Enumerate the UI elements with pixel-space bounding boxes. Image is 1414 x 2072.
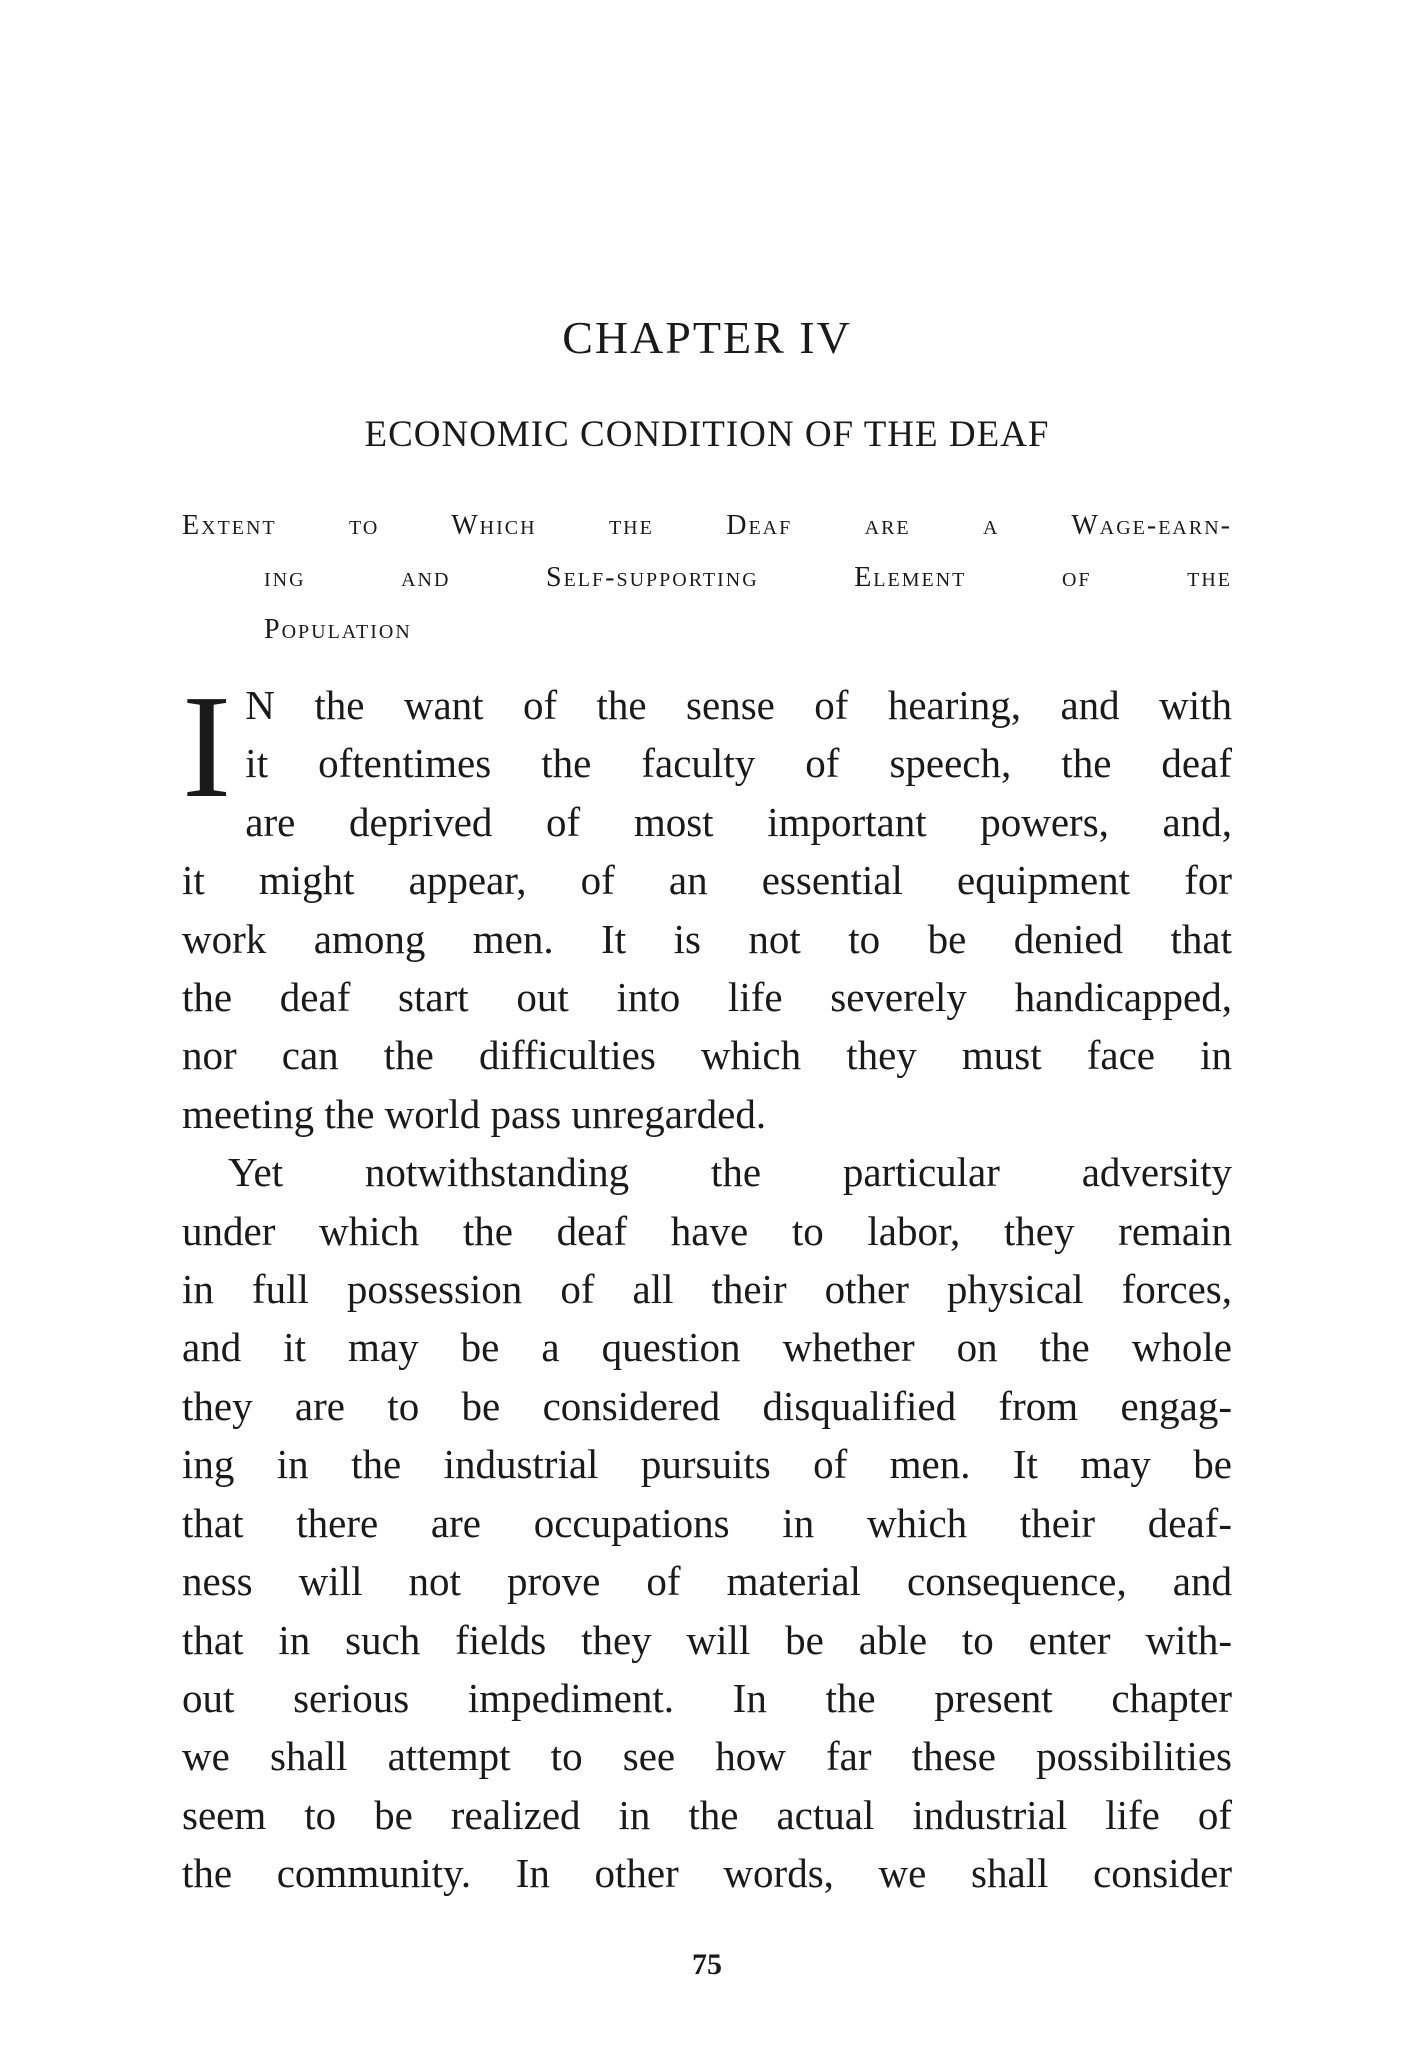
text-line: N the want of the sense of hearing, and with [245,682,1232,728]
text-line: Yet notwithstanding the particular adversity [228,1149,1232,1196]
chapter-title: CHAPTER IV [562,312,852,363]
text-line: under which the deaf have to labor, they remain [182,1207,1232,1254]
text-line: ness will not prove of material consequence, and [182,1558,1232,1605]
paragraph-second [182,1143,1232,1902]
section-heading [182,500,1232,656]
text-line: out serious impediment. In the present chapter [182,1674,1232,1721]
text-line: meeting the world pass unregarded. [182,1090,767,1137]
text-line: it might appear, of an essential equipment for [182,857,1232,904]
page-number: 75 [692,1948,722,1981]
text-line: the deaf start out into life severely handicapped, [182,974,1232,1021]
text-line: that in such fields they will be able to enter with- [182,1616,1232,1663]
chapter-subtitle: ECONOMIC CONDITION OF THE DEAF [364,414,1050,455]
text-line: we shall attempt to see how far these possibilities [182,1733,1232,1780]
text-line: and it may be a question whether on the whole [182,1324,1232,1371]
text-line: ing in the industrial pursuits of men. It may be [182,1441,1232,1488]
text-line: they are to be considered disqualified from engag- [182,1382,1232,1429]
text-line: seem to be realized in the actual industrial life of [182,1791,1232,1838]
text-line: are deprived of most important powers, and, [245,798,1232,845]
section-heading-line: Population [264,614,412,645]
text-line: that there are occupations in which their deaf- [182,1499,1232,1546]
section-heading-line: ing and Self-supporting Element of the [264,562,1232,593]
body-text [182,665,1232,1903]
text-line: nor can the difficulties which they must face in [182,1032,1232,1079]
text-line: work among men. It is not to be denied that [182,915,1232,962]
drop-cap: I [182,665,232,829]
section-heading-line: Extent to Which the Deaf are a Wage-earn- [182,510,1232,541]
text-line: the community. In other words, we shall consider [182,1850,1232,1897]
text-line: in full possession of all their other physical forces, [182,1266,1232,1313]
text-line: it oftentimes the faculty of speech, the deaf [245,740,1232,787]
paragraph-first [182,665,1232,1143]
